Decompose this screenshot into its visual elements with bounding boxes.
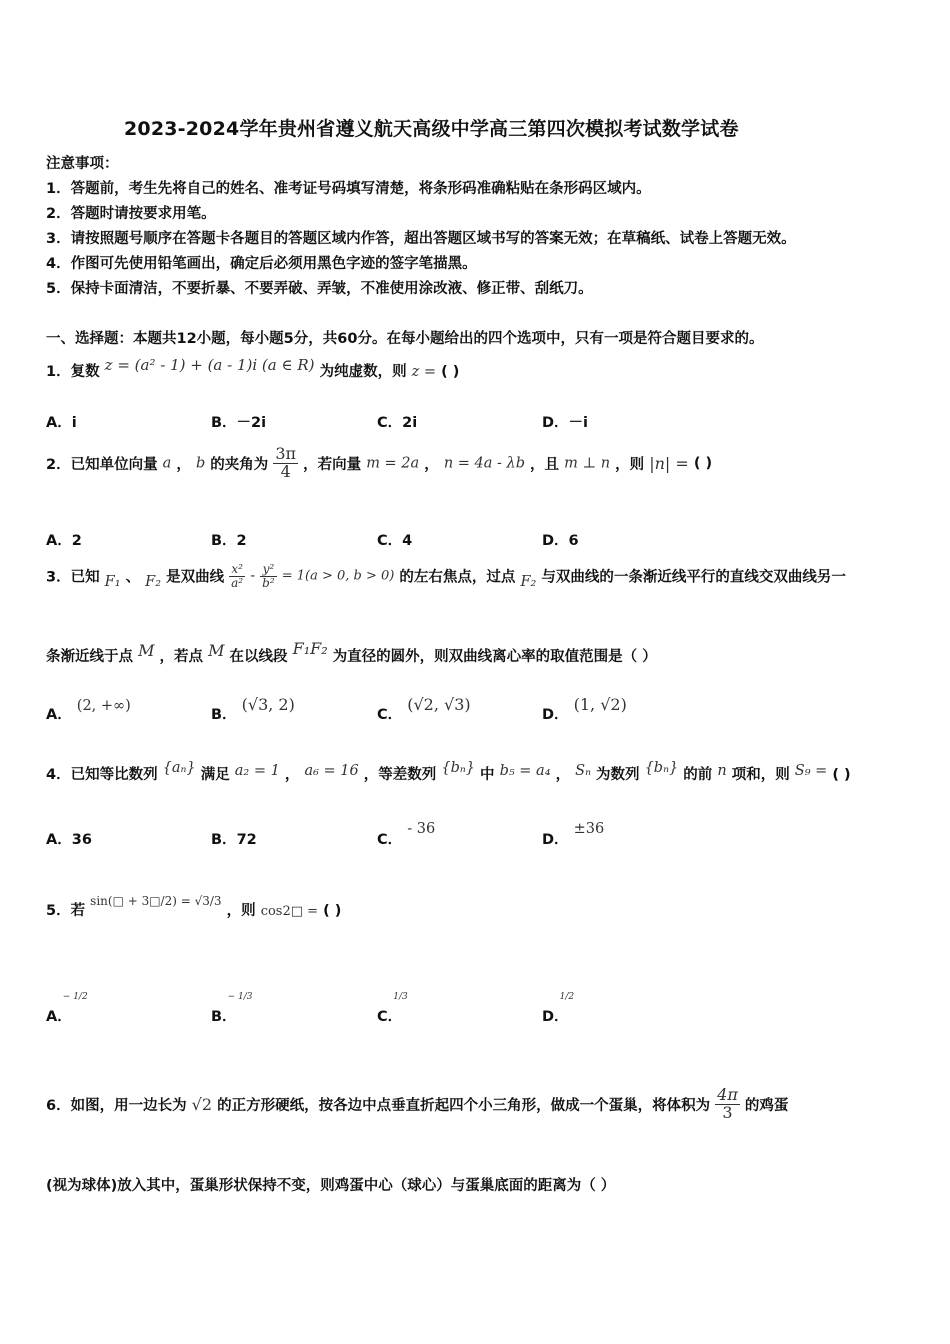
- q4-text-3: 中: [480, 767, 495, 783]
- q3-dun: 、: [125, 569, 141, 586]
- q1-option-c[interactable]: C．2i: [377, 415, 418, 431]
- q3-minus: -: [250, 568, 256, 585]
- note-item: 1．答题前，考生先将自己的姓名、准考证号码填写清楚，将条形码准确粘贴在条形码区域内。: [46, 181, 651, 197]
- q2-option-d[interactable]: D．6: [542, 533, 579, 549]
- q4-n: n: [717, 763, 727, 779]
- q4-option-b-value: 72: [236, 832, 257, 848]
- q1-option-a[interactable]: A．i: [46, 415, 77, 431]
- q2-sep: ，: [176, 456, 191, 473]
- q5-option-c-value: 1/3: [393, 992, 408, 1002]
- q3-text-3: 与双曲线的一条渐近线平行的直线交双曲线另一: [541, 569, 846, 586]
- q4-option-c-value: - 36: [407, 821, 436, 837]
- q4-end: ( ): [832, 767, 851, 783]
- q1-pre: 1．复数: [46, 364, 100, 380]
- q3-text-2: 的左右焦点，过点: [399, 569, 516, 586]
- q4-option-a-value: 36: [71, 832, 92, 848]
- q3-text-1: 是双曲线: [166, 569, 225, 586]
- question-3: [46, 563, 846, 590]
- note-item: 2．答题时请按要求用笔。: [46, 206, 216, 222]
- q4-option-b-label: B．: [211, 832, 237, 848]
- q5-end: ( ): [323, 903, 342, 919]
- q3-pre: 3．已知: [46, 569, 100, 586]
- q3-line2-b: ，若点: [159, 649, 204, 665]
- q2-vec-a: a: [162, 455, 172, 472]
- q1-mid: 为纯虚数，则: [319, 364, 407, 380]
- q2-angle-fraction: [273, 446, 298, 481]
- q4-bn: {bₙ}: [441, 760, 475, 776]
- q5-sin-expr: sin(□ + 3□/2) = √3/3: [90, 894, 222, 908]
- q2-text-3: ，且: [530, 456, 560, 473]
- q4-a6: a₆ = 16: [304, 763, 359, 779]
- q3-option-d-label: D．: [542, 707, 569, 723]
- q3-option-c-value: (√2, √3): [407, 695, 471, 714]
- q6-volume-fraction: [715, 1087, 740, 1122]
- q5-option-b-value: − 1/3: [227, 992, 253, 1002]
- question-3-line-2: [46, 639, 657, 666]
- q3-f1f2: F₁F₂: [292, 639, 328, 658]
- q3-option-b-value: (√3, 2): [241, 695, 295, 714]
- note-item: 4．作图可先使用铅笔画出，确定后必须用黑色字迹的签字笔描黑。: [46, 256, 477, 272]
- q4-text-6: 项和，则: [731, 767, 790, 783]
- q6-pre: 6．如图，用一边长为: [46, 1097, 187, 1114]
- q3-line2-a: 条渐近线于点: [46, 649, 133, 665]
- q5-option-a-value: − 1/2: [62, 992, 88, 1002]
- q6-text-1: 的正方形硬纸，按各边中点垂直折起四个小三角形，做成一个蛋巢，将体积为: [217, 1097, 711, 1114]
- q4-a2: a₂ = 1: [234, 763, 280, 779]
- q6-vol-den: 3: [722, 1102, 733, 1122]
- q3-option-c-label: C．: [377, 707, 403, 723]
- q3-option-a[interactable]: [46, 698, 131, 724]
- q2-m-eq: m = 2a: [366, 455, 420, 472]
- q6-vol-num: 4π: [717, 1085, 738, 1104]
- q4-option-d-value: ±36: [573, 821, 605, 837]
- q1-z: z =: [411, 364, 437, 380]
- q3-m2: M: [208, 641, 225, 660]
- q4-option-a[interactable]: [46, 828, 92, 849]
- q4-pre: 4．已知等比数列: [46, 767, 158, 783]
- q2-option-b[interactable]: B．2: [211, 533, 247, 549]
- q5-option-d-label: D．: [542, 1009, 569, 1025]
- q3-x-num: x²: [229, 563, 245, 577]
- q3-option-b[interactable]: [211, 695, 295, 724]
- q1-formula: z = (a² - 1) + (a - 1)i (a ∈ R): [104, 356, 315, 374]
- q2-text-2: ，若向量: [303, 456, 362, 473]
- q2-angle-den: 4: [280, 461, 291, 481]
- q2-abs-n: |n| =: [649, 453, 689, 473]
- q4-text-5: 的前: [683, 767, 713, 783]
- q3-f2b: F₂: [520, 574, 537, 591]
- q4-bn2: {bₙ}: [644, 760, 679, 776]
- q5-option-d[interactable]: [542, 992, 588, 1026]
- q5-cos-expr: cos2□ =: [260, 904, 319, 919]
- q3-option-c[interactable]: [377, 695, 471, 724]
- q4-text-4: 为数列: [596, 767, 640, 783]
- note-item: 5．保持卡面清洁，不要折暴、不要弄破、弄皱，不准使用涂改液、修正带、刮纸刀。: [46, 281, 593, 297]
- q4-an: {aₙ}: [162, 760, 196, 776]
- q3-option-a-label: A．: [46, 707, 72, 723]
- q2-option-c[interactable]: C．4: [377, 533, 413, 549]
- question-4: [46, 760, 851, 784]
- q4-option-c-label: C．: [377, 832, 403, 848]
- q1-end: ( ): [441, 364, 460, 380]
- q3-option-d-value: (1, √2): [573, 695, 627, 714]
- q2-vec-b: b: [195, 455, 206, 472]
- q3-y-den: b²: [262, 575, 275, 590]
- q1-option-b[interactable]: B．－2i: [211, 415, 267, 431]
- q3-line2-d: 为直径的圆外，则双曲线离心率的取值范围是（ ）: [332, 649, 657, 665]
- q4-option-d-label: D．: [542, 832, 569, 848]
- q5-pre: 5．若: [46, 903, 86, 919]
- q3-x-den: a²: [231, 575, 244, 590]
- q2-n-eq: n = 4a - λb: [443, 455, 525, 472]
- q3-option-d[interactable]: [542, 695, 627, 724]
- q4-comma: ，: [284, 767, 300, 783]
- page-title: 2023-2024学年贵州省遵义航天高级中学高三第四次模拟考试数学试卷: [124, 118, 739, 140]
- question-6: [46, 1087, 788, 1122]
- q2-perp: m ⊥ n: [564, 455, 611, 472]
- q5-option-a[interactable]: [46, 992, 102, 1026]
- q1-option-d[interactable]: D．－i: [542, 415, 589, 431]
- q3-condition: = 1(a > 0, b > 0): [281, 568, 395, 584]
- q4-option-b[interactable]: [211, 828, 257, 849]
- q3-f1: F₁: [104, 574, 121, 591]
- q5-text-1: ，则: [226, 903, 256, 919]
- question-1: [46, 356, 460, 381]
- q4-sn: Sₙ: [575, 763, 591, 779]
- question-5: [46, 894, 342, 920]
- q4-option-a-label: A．: [46, 832, 72, 848]
- q5-option-b[interactable]: [211, 992, 267, 1026]
- q3-m1: M: [138, 641, 155, 660]
- q4-option-d[interactable]: [542, 821, 605, 849]
- q3-line2-c: 在以线段: [229, 649, 288, 665]
- question-2: 2．已知单位向量 a ， b 的夹角为 $\frac{3\pi}{4}$ ，若向量 m = 2a ， n = 4a - λb ，且 m ⊥ n ，则 |n| = ( ): [46, 444, 713, 481]
- q4-option-c[interactable]: [377, 821, 436, 849]
- q2-angle-text: 的夹角为: [210, 456, 269, 473]
- q3-option-b-label: B．: [211, 707, 237, 723]
- q6-sqrt2: √2: [191, 1094, 213, 1114]
- q6-text-2: 的鸡蛋: [744, 1097, 789, 1114]
- notes-heading: 注意事项：: [46, 156, 119, 172]
- q3-y-fraction: [260, 563, 277, 589]
- q5-option-d-value: 1/2: [559, 992, 575, 1002]
- q3-option-a-value: (2, +∞): [76, 698, 131, 714]
- q5-option-c-label: C．: [377, 1009, 403, 1025]
- q3-x-fraction: [229, 563, 245, 589]
- q5-option-c[interactable]: [377, 992, 422, 1026]
- q4-s9: S₉ =: [794, 763, 828, 779]
- q4-b5: b₅ = a₄: [499, 763, 551, 779]
- q3-y-num: y²: [260, 563, 277, 577]
- q4-text-2: ，等差数列: [363, 767, 437, 783]
- q2-text-4: ，则: [615, 456, 645, 473]
- q2-angle-num: 3π: [275, 444, 297, 463]
- q2-option-a[interactable]: A．2: [46, 533, 82, 549]
- q4-comma2: ，: [555, 767, 571, 783]
- q2-end: ( ): [693, 455, 713, 472]
- section-heading: 一、选择题：本题共12小题，每小题5分，共60分。在每小题给出的四个选项中，只有一项是符合题目要求的。: [46, 331, 764, 347]
- q4-text-1: 满足: [200, 767, 230, 783]
- question-6-line-2: (视为球体)放入其中，蛋巢形状保持不变，则鸡蛋中心（球心）与蛋巢底面的距离为（ ）: [46, 1178, 616, 1194]
- q5-option-a-label: A．: [46, 1009, 72, 1025]
- note-item: 3．请按照题号顺序在答题卡各题目的答题区域内作答，超出答题区域书写的答案无效；在草稿纸、试卷上答题无效。: [46, 231, 796, 247]
- q2-pre: 2．已知单位向量: [46, 456, 158, 473]
- q5-option-b-label: B．: [211, 1009, 237, 1025]
- q3-f2: F₂: [145, 574, 162, 591]
